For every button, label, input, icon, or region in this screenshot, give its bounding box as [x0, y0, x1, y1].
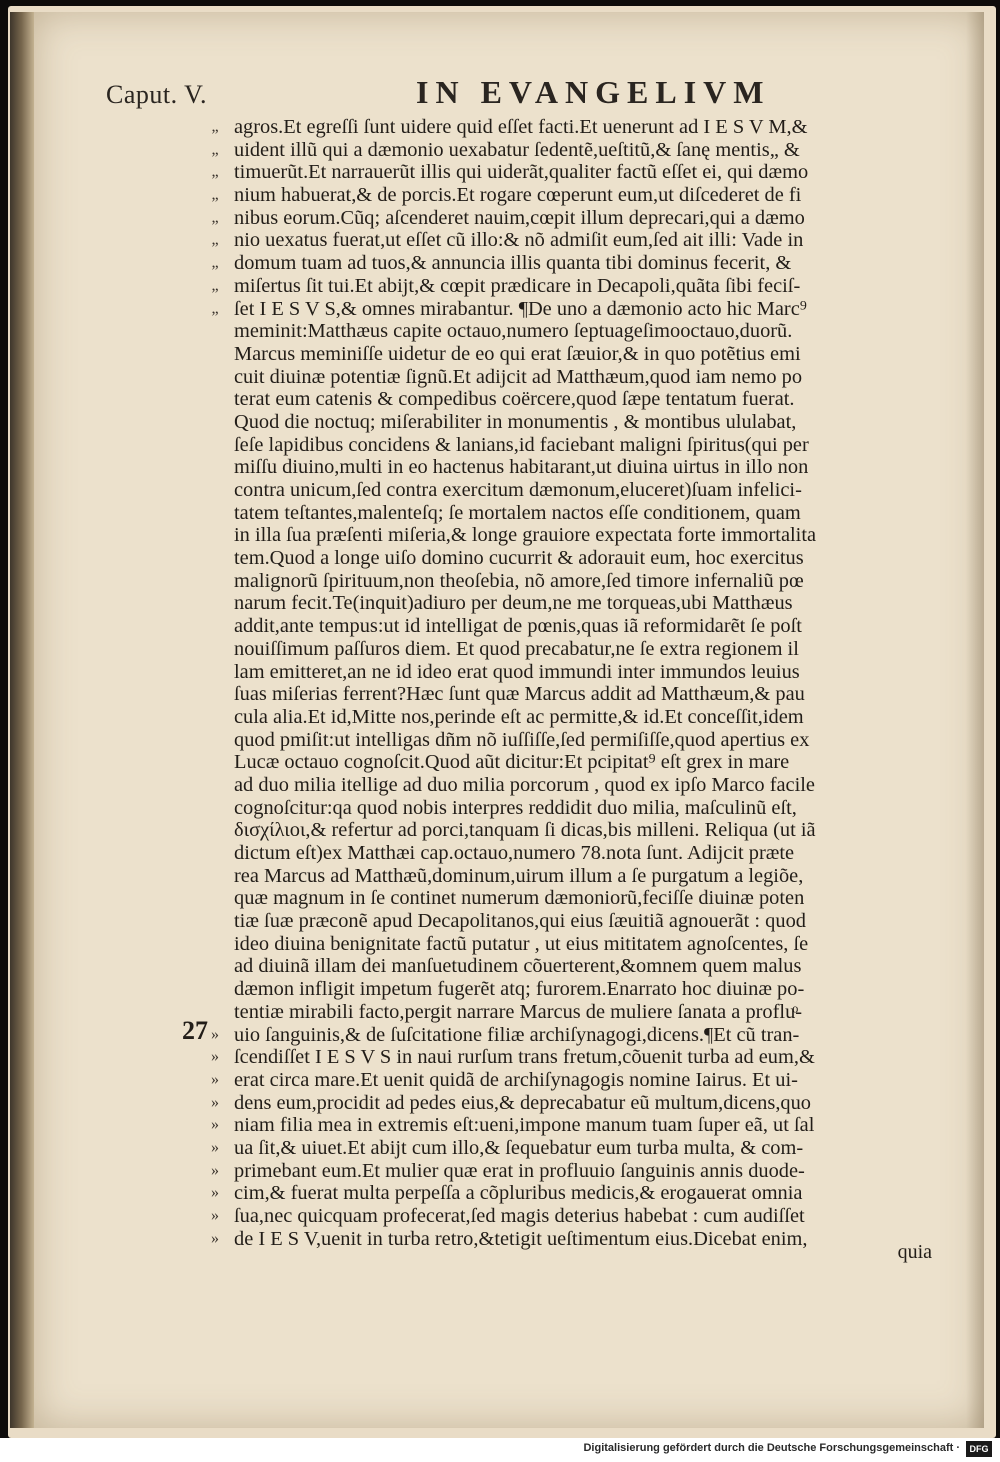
text-line: [234, 910, 974, 933]
text-line: [234, 456, 974, 479]
line-text: niam filia mea in extremis eſt:ueni,impone manum tuam ſuper eã, ut ſal: [234, 1114, 815, 1137]
line-text: miſertus ſit tui.Et abijt,& cœpit prædicare in Decapoli,quãta ſibi feciſ-: [234, 274, 801, 297]
text-line: [234, 502, 974, 525]
text-line: [211, 206, 974, 230]
line-text: ad duo milia itellige ad duo milia porcorum , quod ex ipſo Marco facile: [234, 773, 815, 796]
quotation-marker: „: [211, 163, 219, 181]
text-line: [211, 252, 974, 275]
quotation-marker: »: [211, 1093, 219, 1111]
text-line: [234, 797, 974, 820]
text-line: [211, 184, 974, 207]
line-text: nium habuerat,& de porcis.Et rogare cœperunt eum,ut diſcederet de fi: [234, 184, 802, 207]
text-line: [234, 683, 974, 706]
text-line: [234, 366, 974, 389]
quotation-marker: »: [211, 1138, 219, 1156]
line-text: Marcus meminiſſe uidetur de eo qui erat ſæuior,& in quo potẽtius emi: [234, 342, 801, 365]
line-text: narum fecit.Te(inquit)adiuro per deum,ne me torqueas,ubi Matthæus: [234, 592, 793, 615]
book-edge: [10, 12, 36, 1428]
text-line: [211, 116, 974, 139]
text-line: [234, 479, 974, 502]
quotation-marker: „: [211, 186, 219, 204]
quotation-marker: „: [211, 276, 219, 294]
text-line: [211, 1068, 974, 1092]
text-line: [211, 1182, 974, 1205]
line-text: uident illũ qui a dæmonio uexabatur ſedentẽ,ueſtitũ,& ſanę mentis„ &: [234, 138, 800, 161]
text-line: [234, 842, 974, 865]
line-text: cula alia.Et id,Mitte nos,perinde eſt ac permitte,& id.Et conceſſit,idem: [234, 705, 804, 728]
line-text: cuit diuinæ potentiæ ſignũ.Et adijcit ad Matthæum,quod iam nemo po: [234, 365, 803, 388]
text-line: [234, 729, 974, 752]
line-text: agros.Et egreſſi ſunt uidere quid eſſet facti.Et uenerunt ad I E S V M,&: [234, 116, 808, 138]
text-line: [234, 933, 974, 956]
line-text: malignorũ ſpirituum,non theoſebia, nõ amore,ſed timore infernaliũ pœ: [234, 569, 804, 592]
line-text: cim,& fuerat multa perpeſſa a cõpluribus medicis,& erogauerat omnia: [234, 1182, 803, 1205]
text-line: [211, 1159, 974, 1183]
quotation-marker: „: [211, 231, 219, 249]
line-text: meminit:Matthæus capite octauo,numero ſeptuageſimooctauo,duorũ.: [234, 320, 793, 343]
line-text: tentiæ mirabili facto,pergit narrare Marcus de muliere ſanata a profluͦ-: [234, 1000, 803, 1023]
text-line: [234, 524, 974, 547]
text-line: [234, 1001, 974, 1024]
quotation-marker: »: [211, 1161, 219, 1179]
line-text: δισχίλιοι,& refertur ad porci,tanquam ſi dicas,bis milleni. Reliqua (ut iã: [234, 819, 816, 842]
line-text: dæmon infligit impetum fugerẽt atq; furorem.Enarrato hoc diuinæ po-: [234, 978, 805, 1001]
text-line: [234, 592, 974, 615]
line-text: nibus eorum.Cũq; aſcenderet nauim,cœpit illum deprecari,qui a dæmo: [234, 206, 805, 229]
line-text: nio uexatus fuerat,ut eſſet cũ illo:& nõ admiſit eum,ſed ait illi: Vade in: [234, 229, 804, 252]
line-text: terat eum catenis & compedibus coërcere,quod ſæpe tentatum fuerat.: [234, 388, 795, 411]
text-line: [234, 887, 974, 910]
line-text: tiæ ſuæ præconẽ apud Decapolitanos,qui eius ſæuitiã agnouerãt : quod: [234, 910, 806, 933]
line-text: ſeſe lapidibus concidens & lanians,id faciebant maligni ſpiritus(qui per: [234, 433, 809, 456]
line-text: contra unicum,ſed contra exercitum dæmonum,eluceret)ſuam infelici-: [234, 479, 802, 501]
footer-credit: Digitalisierung gefördert durch die Deutsche Forschungsgemeinschaft ·: [583, 1442, 960, 1454]
line-text: de I E S V,uenit in turba retro,&tetigit ueſtimentum eius.Dicebat enim,: [234, 1227, 808, 1250]
quotation-marker: »: [211, 1070, 219, 1088]
line-text: tem.Quod a longe uiſo domino cucurrit & adorauit eum, hoc exercitus: [234, 547, 804, 570]
text-line: [211, 1046, 974, 1069]
line-text: quod pmiſit:ut intelligas dñm nõ iuſſiſſe,ſed permiſiſſe,quod apertius ex: [234, 728, 810, 751]
text-line: [234, 320, 974, 343]
verse-number: 27: [182, 1016, 208, 1045]
line-text: timuerũt.Et narrauerũt illis qui uiderãt,qualiter factũ eſſet ei, qui dæmo: [234, 161, 809, 184]
text-line: [234, 638, 974, 661]
running-head: [106, 74, 944, 114]
catchword: quia: [897, 1241, 932, 1263]
quotation-marker: „: [211, 118, 219, 135]
quotation-marker: »: [211, 1229, 219, 1247]
quotation-marker: »: [211, 1048, 219, 1066]
line-text: addit,ante tempus:ut id intelligat de pœnis,quas iã reformidarẽt ſe poſt: [234, 615, 802, 638]
book-page: [34, 12, 984, 1428]
line-text: lam emitteret,an ne id ideo erat quod immundi inter immundos leuius: [234, 660, 800, 683]
text-line: [234, 615, 974, 638]
line-text: dictum eſt)ex Matthæi cap.octauo,numero 78.nota ſunt. Adijcit præte: [234, 842, 795, 864]
quotation-marker: »: [211, 1025, 219, 1043]
line-text: domum tuam ad tuos,& annuncia illis quanta tibi dominus fecerit, &: [234, 252, 792, 275]
digitization-footer: [0, 1438, 1000, 1462]
dfg-logo: DFG: [966, 1441, 992, 1457]
text-line: [211, 274, 974, 298]
line-text: Quod die noctuq; miſerabiliter in monumentis , & montibus ululabat,: [234, 410, 797, 433]
line-text: ſua,nec quicquam profecerat,ſed magis deterius habebat : cum audiſſet: [234, 1205, 805, 1227]
quotation-marker: „: [211, 254, 219, 272]
quotation-marker: »: [211, 1184, 219, 1202]
text-line: [234, 819, 974, 842]
text-line: [234, 570, 974, 593]
text-line: [234, 434, 974, 457]
text-line: [234, 661, 974, 684]
text-line: [211, 1136, 974, 1160]
text-line: [211, 1114, 974, 1137]
quotation-marker: »: [211, 1207, 219, 1224]
line-text: Lucæ octauo cognoſcit.Quod aũt dicitur:Et pcipitat⁹ eſt grex in mare: [234, 751, 790, 774]
line-text: ſet I E S V S,& omnes mirabantur. ¶De uno a dæmonio acto hic Marc⁹: [234, 297, 807, 320]
text-line: [211, 229, 974, 252]
text-line: [211, 138, 974, 162]
text-line: [211, 161, 974, 184]
chapter-label: Caput. V.: [106, 80, 208, 109]
line-text: dens eum,procidit ad pedes eius,& deprecabatur eũ multum,dicens,quo: [234, 1091, 812, 1114]
line-text: in illa ſua præſenti miſeria,& longe grauiore expectata forte immortalita: [234, 524, 817, 547]
text-line: [211, 1227, 974, 1251]
text-line: [211, 1205, 974, 1228]
text-line: [234, 388, 974, 411]
quotation-marker: „: [211, 208, 219, 226]
text-line: [234, 411, 974, 434]
line-text: nouiſſimum paſſuros diem. Et quod precabatur,ne ſe extra regionem il: [234, 637, 799, 660]
quotation-marker: „: [211, 299, 219, 317]
line-text: ſuas miſerias ferrent?Hæc ſunt quæ Marcus addit ad Matthæum,& pau: [234, 683, 805, 706]
line-text: primebant eum.Et mulier quæ erat in profluuio ſanguinis annis duode-: [234, 1159, 805, 1182]
text-line: [234, 955, 974, 978]
main-text: [211, 116, 974, 1250]
text-line: [211, 1091, 974, 1115]
text-line: [211, 297, 974, 321]
text-line: [234, 978, 974, 1001]
text-line: [234, 547, 974, 570]
line-text: ſcendiſſet I E S V S in naui rurſum trans fretum,cõuenit turba ad eum,&: [234, 1046, 815, 1069]
line-text: cognoſcitur:qa quod nobis interpres reddidit duo milia, maſculinũ eſt,: [234, 796, 797, 819]
line-text: ideo diuina benignitate factũ putatur , ut eius mititatem agnoſcentes, ſe: [234, 932, 809, 955]
quotation-marker: »: [211, 1116, 219, 1134]
text-line: [234, 751, 974, 774]
line-text: quæ magnum in ſe continet numerum dæmoniorũ,feciſſe diuinæ poten: [234, 887, 805, 910]
line-text: rea Marcus ad Matthæũ,dominum,uirum illum a ſe purgatum a legiõe,: [234, 864, 804, 887]
line-text: tatem teſtantes,malenteſq; ſe mortalem nactos eſſe conditionem, quam: [234, 501, 801, 524]
line-text: miſſu diuino,multi in eo hactenus habitarant,ut diuina uirtus in illo non: [234, 456, 809, 479]
line-text: ad diuinã illam dei manſuetudinem cõuerterent,&omnem quem malus: [234, 955, 802, 978]
page-title: IN EVANGELIVM: [416, 74, 771, 110]
text-line: [234, 774, 974, 797]
quotation-marker: „: [211, 140, 219, 158]
text-line: [211, 1023, 974, 1047]
line-text: ua ſit,& uiuet.Et abijt cum illo,& ſequebatur eum turba multa, & com-: [234, 1136, 804, 1159]
line-text: erat circa mare.Et uenit quidã de archiſynagogis nomine Iairus. Et ui-: [234, 1068, 798, 1091]
text-line: [234, 706, 974, 729]
line-text: uio ſanguinis,& de ſuſcitatione filiæ archiſynagogi,dicens.¶Et cũ tran-: [234, 1023, 800, 1046]
text-line: [234, 865, 974, 888]
text-line: [234, 343, 974, 366]
